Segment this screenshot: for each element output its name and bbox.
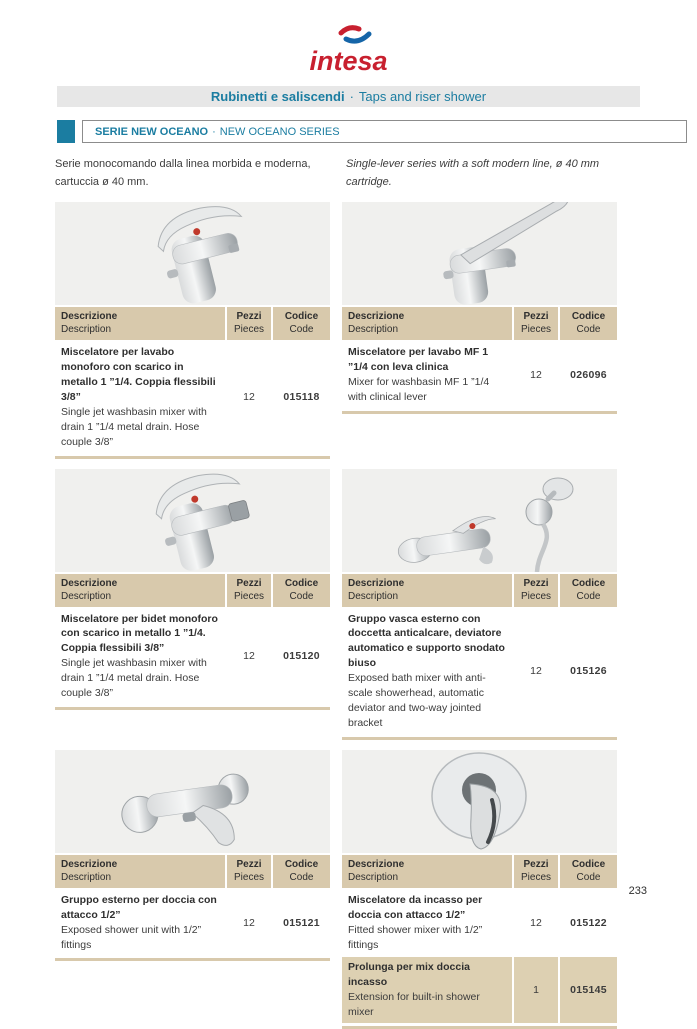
cell-bottom-rule xyxy=(342,737,617,740)
product-description-english: Mixer for washbasin MF 1 ”1/4 with clinical lever xyxy=(348,376,490,403)
product-description-italian: Miscelatore per bidet monoforo con scarico in metallo 1 ”1/4. Coppia flessibili 3/8” xyxy=(61,612,218,655)
page-title-english: Taps and riser shower xyxy=(358,89,487,104)
product-description-english: Single jet washbasin mixer with drain 1 ”1/4 metal drain. Hose couple 3/8” xyxy=(61,405,207,448)
table-row xyxy=(342,342,617,408)
page-title-italian: Rubinetti e saliscendi xyxy=(210,89,345,104)
pieces-value: 12 xyxy=(530,369,542,381)
product-description-english: Exposed bath mixer with anti-scale showerhead, automatic deviator and two-way jointed bracket xyxy=(348,672,486,729)
bath-mixer-hand-shower-image xyxy=(342,469,617,572)
product-description-english: Fitted shower mixer with 1/2” fittings xyxy=(348,923,483,951)
cell-bottom-rule xyxy=(342,411,617,414)
table-row-highlighted xyxy=(342,957,617,1023)
bidet-mixer-image xyxy=(55,469,330,572)
intro-italian: Serie monocomando dalla linea morbida e moderna, cartuccia ø 40 mm. xyxy=(55,158,311,188)
cell-bottom-rule xyxy=(55,707,330,710)
product-cell-built-in-mixer xyxy=(342,750,617,1029)
pieces-value: 12 xyxy=(530,916,542,929)
code-value: 015126 xyxy=(570,665,607,678)
clinical-lever-mixer-image xyxy=(342,202,617,305)
table-header: Descrizione Description Pezzi Pieces Codice Code xyxy=(342,855,617,888)
table-row xyxy=(342,890,617,956)
col-pezzi: Pezzi xyxy=(236,311,262,323)
col-code: Code xyxy=(289,324,314,336)
intro-paragraphs xyxy=(55,156,697,191)
page-number: 233 xyxy=(628,885,647,897)
product-description-italian: Prolunga per mix doccia incasso xyxy=(348,961,470,989)
pieces-value: 12 xyxy=(243,916,255,929)
series-title-box xyxy=(82,120,687,143)
product-cell-shower-mixer xyxy=(55,750,330,962)
table-header: Descrizione Description Pezzi Pieces Codice Code xyxy=(342,574,617,607)
pieces-value: 12 xyxy=(530,665,542,678)
product-description-italian: Gruppo vasca esterno con doccetta anticalcare, deviatore automatico e supporto snodato biuso xyxy=(348,612,505,670)
product-photo xyxy=(55,202,330,305)
code-value: 015121 xyxy=(283,916,320,929)
title-separator: · xyxy=(349,89,354,104)
product-grid xyxy=(55,202,617,1029)
page-title-bar xyxy=(57,86,640,107)
washbasin-mixer-image xyxy=(55,202,330,305)
product-photo xyxy=(342,202,617,305)
product-description-english: Exposed shower unit with 1/2” fittings xyxy=(61,923,202,951)
product-description-italian: Miscelatore da incasso per doccia con attacco 1/2” xyxy=(348,893,483,921)
code-value: 015120 xyxy=(283,650,320,663)
product-photo xyxy=(342,469,617,572)
code-value: 015122 xyxy=(570,916,607,929)
pieces-value: 12 xyxy=(243,391,255,404)
product-cell-bath-mixer xyxy=(342,469,617,740)
series-title-italian: SERIE NEW OCEANO xyxy=(95,125,209,138)
product-description-english: Single jet washbasin mixer with drain 1 ”1/4 metal drain. Hose couple 3/8” xyxy=(61,657,207,700)
logo-swoosh-icon xyxy=(334,24,374,48)
table-header: Descrizione Description Pezzi Pieces Codice Code xyxy=(55,855,330,888)
pieces-value: 1 xyxy=(533,984,539,997)
product-cell-washbasin-mixer xyxy=(55,202,330,458)
built-in-shower-mixer-image xyxy=(342,750,617,853)
table-header: Descrizione Description Pezzi Pieces Codice Code xyxy=(342,307,617,340)
intro-english: Single-lever series with a soft modern line, ø 40 mm cartridge. xyxy=(346,158,600,188)
col-pieces: Pieces xyxy=(233,324,264,336)
product-cell-bidet-mixer xyxy=(55,469,330,710)
series-title-english: NEW OCEANO SERIES xyxy=(219,125,340,138)
table-header xyxy=(55,307,330,340)
intesa-logo xyxy=(309,24,387,75)
col-description: Description xyxy=(61,324,112,336)
product-cell-clinical-lever-mixer xyxy=(342,202,617,414)
series-header xyxy=(57,120,697,143)
table-header: Descrizione Description Pezzi Pieces Codice Code xyxy=(55,574,330,607)
logo-text: intesa xyxy=(309,46,388,76)
product-photo xyxy=(55,469,330,572)
product-description-italian: Miscelatore per lavabo MF 1 ”1/4 con leva clinica xyxy=(348,346,489,374)
product-photo xyxy=(55,750,330,853)
code-value: 015145 xyxy=(570,984,607,997)
pieces-value: 12 xyxy=(243,650,255,663)
product-description-italian: Miscelatore per lavabo monoforo con scarico in metallo 1 ”1/4. Coppia flessibili 3/8” xyxy=(61,346,216,403)
table-row xyxy=(55,342,330,452)
col-codice: Codice xyxy=(284,311,319,323)
series-separator: · xyxy=(212,125,216,138)
product-photo xyxy=(342,750,617,853)
col-descrizione: Descrizione xyxy=(61,311,118,323)
code-value: 026096 xyxy=(570,369,607,381)
series-marker-square xyxy=(57,120,75,143)
product-description-english: Extension for built-in shower mixer xyxy=(348,991,480,1019)
code-value: 015118 xyxy=(283,391,320,404)
table-row xyxy=(55,609,330,704)
exposed-shower-mixer-image xyxy=(55,750,330,853)
cell-bottom-rule xyxy=(55,456,330,459)
table-row xyxy=(55,890,330,956)
cell-bottom-rule xyxy=(55,958,330,961)
table-row xyxy=(342,609,617,734)
product-description-italian: Gruppo esterno per doccia con attacco 1/2” xyxy=(61,893,217,921)
